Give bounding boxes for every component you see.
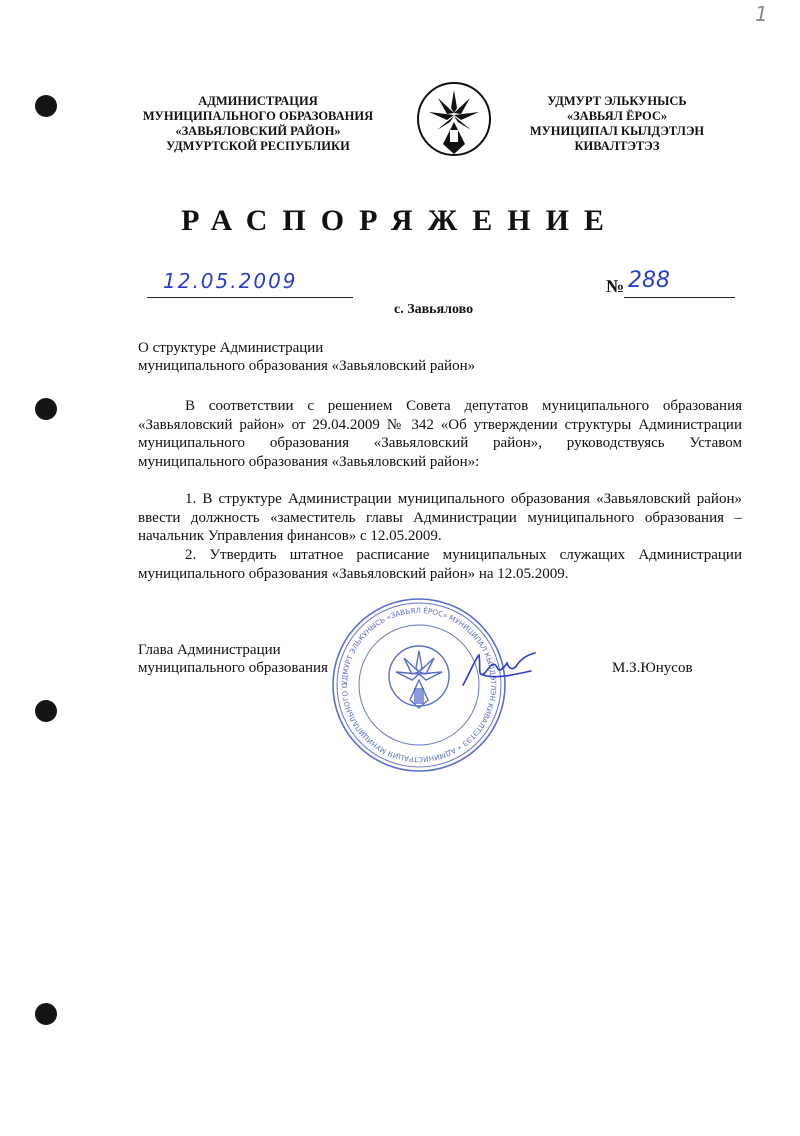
place-label: с. Завьялово [394, 302, 474, 317]
date-handwritten: 12.05.2009 [163, 269, 298, 293]
signatory-name: М.З.Юнусов [612, 660, 693, 676]
order-item-1 [138, 490, 742, 546]
subject-line: муниципального образования «Завьяловский район» [138, 358, 476, 374]
header-left [122, 94, 394, 154]
header-left-line: УДМУРТСКОЙ РЕСПУБЛИКИ [166, 139, 350, 153]
handwritten-signature [455, 645, 545, 695]
header-left-line: «ЗАВЬЯЛОВСКИЙ РАЙОН» [175, 124, 341, 138]
header-right [512, 94, 722, 154]
subject-line: О структуре Администрации [138, 340, 324, 356]
order-item-2 [138, 546, 742, 583]
order-item-text: 1. В структуре Администрации муниципального образования «Завьяловский район» ввести должность «заместитель главы Администрации муниципального образования – начальник Управления финансов» с 12.05.2009. [138, 491, 742, 544]
header-right-line: «ЗАВЬЯЛ ЁРОС» [566, 109, 668, 123]
header-right-line: УДМУРТ ЭЛЬКУНЫСЬ [547, 94, 687, 108]
header-right-line: КИВАЛТЭТЭЗ [574, 139, 660, 153]
header-left-line: МУНИЦИПАЛЬНОГО ОБРАЗОВАНИЯ [142, 109, 374, 123]
signature-position-line: Глава Администрации [138, 642, 281, 658]
binder-hole [35, 95, 57, 117]
emblem-logo [415, 80, 493, 158]
binder-hole [35, 398, 57, 420]
preamble-paragraph [138, 397, 742, 471]
binder-hole [35, 700, 57, 722]
header-left-line: АДМИНИСТРАЦИЯ [198, 94, 318, 108]
document-title: РАСПОРЯЖЕНИЕ [181, 204, 619, 237]
number-label: № [606, 276, 625, 296]
number-handwritten: 288 [628, 268, 670, 293]
preamble-text: В соответствии с решением Совета депутатов муниципального образования «Завьяловский район» от 29.04.2009 № 342 «Об утверждении структуры Администрации муниципального образования «Завьяловский район», руководствуясь Уставом муниципального образования «Завьяловский район»: [138, 398, 742, 470]
number-underline [624, 297, 735, 298]
page-number-mark: 1 [755, 2, 768, 26]
binder-hole [35, 1003, 57, 1025]
header-right-line: МУНИЦИПАЛ КЫЛДЭТЛЭН [529, 124, 705, 138]
date-underline [147, 297, 353, 298]
signature-position-line: муниципального образования [138, 660, 328, 676]
stamp-text: УДМУРТ ЭЛЬКУНЫСЬ «ЗАВЬЯЛ ЁРОС» МУНИЦИПАЛ КЫЛДЭТЛЭН КИВАЛТЭТЭЗ • АДМИНИСТРАЦИЯ МУНИЦИПАЛЬНОГО О [339, 605, 499, 765]
order-item-text: 2. Утвердить штатное расписание муниципальных служащих Администрации муниципального образования «Завьяловский район» на 12.05.2009. [138, 547, 742, 582]
